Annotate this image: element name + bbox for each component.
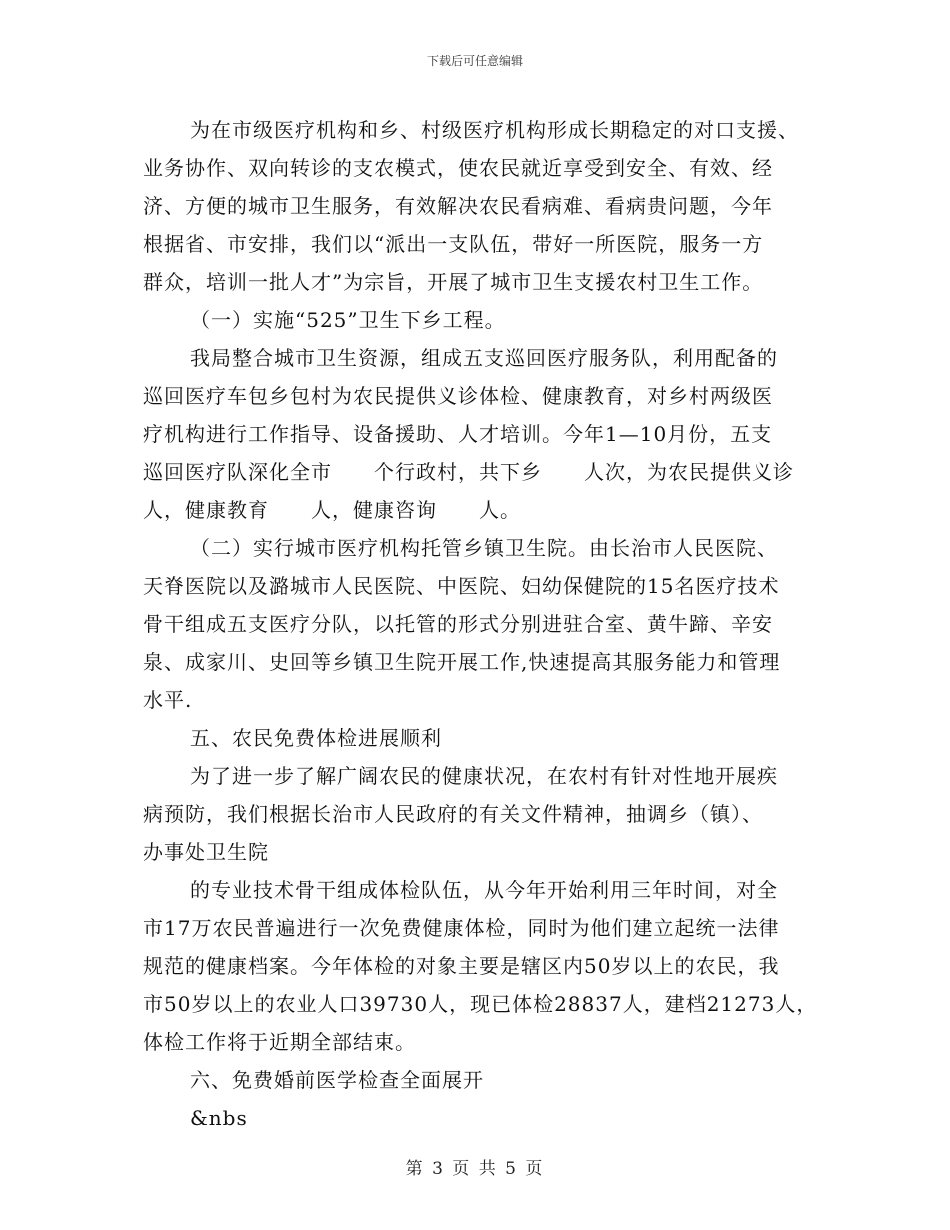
text-line: 济、方便的城市卫生服务，有效解决农民看病难、看病贵问题，今年 bbox=[143, 194, 773, 218]
text-line: 为在市级医疗机构和乡、村级医疗机构形成长期稳定的对口支援、 bbox=[190, 118, 799, 142]
section-heading: 六、免费婚前医学检查全面展开 bbox=[190, 1068, 484, 1092]
text-line: 规范的健康档案。今年体检的对象主要是辖区内50岁以上的农民，我 bbox=[143, 954, 780, 978]
page-footer: 第 3 页 共 5 页 bbox=[405, 1159, 545, 1179]
text-line: 我局整合城市卫生资源，组成五支巡回医疗服务队，利用配备的 bbox=[190, 346, 778, 370]
text-line: 根据省、市安排，我们以“派出一支队伍，带好一所医院，服务一方 bbox=[143, 232, 764, 256]
text-line: 市17万农民普遍进行一次免费健康体检，同时为他们建立起统一法律 bbox=[143, 916, 780, 940]
text-line: 群众，培训一批人才”为宗旨，开展了城市卫生支援农村卫生工作。 bbox=[143, 270, 764, 294]
subheading: （一）实施“525”卫生下乡工程。 bbox=[190, 308, 506, 332]
text-line: 为了进一步了解广阔农民的健康状况，在农村有针对性地开展疾 bbox=[190, 764, 778, 788]
text-line: 病预防，我们根据长治市人民政府的有关文件精神，抽调乡（镇）、 bbox=[143, 802, 763, 826]
text-line: 体检工作将于近期全部结束。 bbox=[143, 1030, 416, 1054]
text-line: （二）实行城市医疗机构托管乡镇卫生院。由长治市人民医院、 bbox=[190, 536, 778, 560]
text-line: 天脊医院以及潞城市人民医院、中医院、妇幼保健院的15名医疗技术 bbox=[143, 574, 780, 598]
text-line: 办事处卫生院 bbox=[143, 840, 269, 864]
text-line: 业务协作、双向转诊的支农模式，使农民就近享受到安全、有效、经 bbox=[143, 156, 773, 180]
text-line: 骨干组成五支医疗分队，以托管的形式分别进驻合室、黄牛蹄、辛安 bbox=[143, 612, 773, 636]
section-heading: 五、农民免费体检进展顺利 bbox=[190, 726, 442, 750]
text-line: 泉、成家川、史回等乡镇卫生院开展工作,快速提高其服务能力和管理 bbox=[143, 650, 781, 674]
text-line: 市50岁以上的农业人口39730人，现已体检28837人，建档21273人， bbox=[143, 992, 818, 1016]
text-line: 的专业技术骨干组成体检队伍，从今年开始利用三年时间，对全 bbox=[190, 878, 778, 902]
page-header: 下载后可任意编辑 bbox=[426, 54, 523, 68]
text-line: 巡回医疗队深化全市 个行政村，共下乡 人次，为农民提供义诊 bbox=[143, 460, 794, 484]
text-line: 人，健康教育 人，健康咨询 人。 bbox=[143, 498, 521, 522]
text-line: &nbs bbox=[190, 1106, 248, 1130]
text-line: 疗机构进行工作指导、设备援助、人才培训。今年1—10月份，五支 bbox=[143, 422, 773, 446]
text-line: 巡回医疗车包乡包村为农民提供义诊体检、健康教育，对乡村两级医 bbox=[143, 384, 773, 408]
text-line: 水平. bbox=[143, 688, 193, 712]
